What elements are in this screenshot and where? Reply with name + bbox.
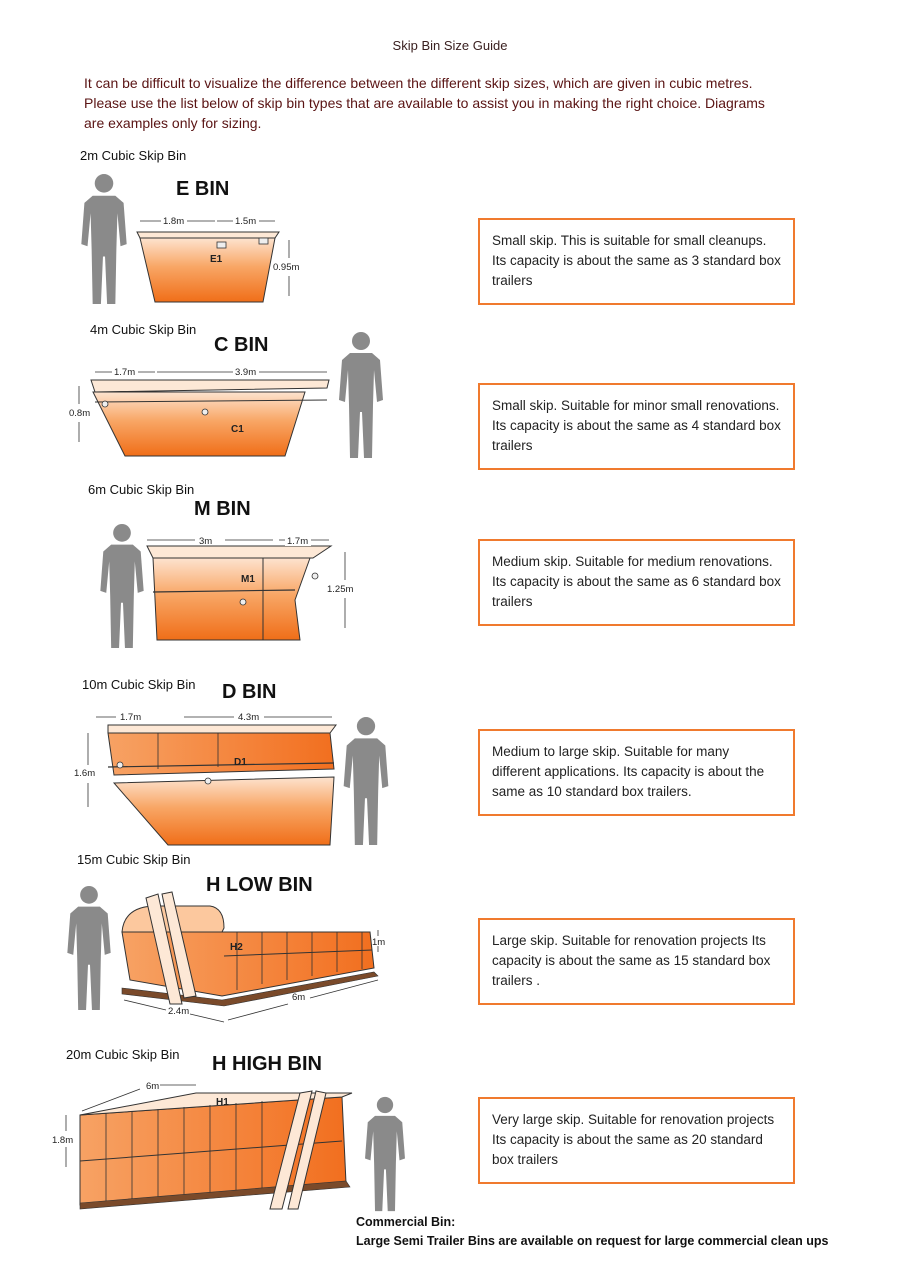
bin-id-label: H1 xyxy=(216,1097,229,1108)
person-silhouette-icon xyxy=(100,524,143,648)
bin-id-label: E1 xyxy=(210,254,223,265)
bin-cubic-label: 10m Cubic Skip Bin xyxy=(82,677,196,692)
h-low-bin-diagram xyxy=(62,870,402,1030)
bin-id-label: D1 xyxy=(234,757,247,768)
bin-section-c xyxy=(0,320,900,470)
bin-cubic-label: 20m Cubic Skip Bin xyxy=(66,1047,180,1062)
bin-section-m xyxy=(0,480,900,650)
bin-name: C BIN xyxy=(214,334,269,356)
dim-width: 1.5m xyxy=(235,216,257,227)
e-bin-diagram xyxy=(75,166,335,306)
person-silhouette-icon xyxy=(344,717,389,845)
page-title: Skip Bin Size Guide xyxy=(392,38,508,53)
m-bin-diagram xyxy=(95,520,385,650)
dim-width: 1.7m xyxy=(287,536,309,547)
bin-id-label: M1 xyxy=(241,574,255,585)
dim-height: 0.8m xyxy=(69,408,91,419)
dim-length: 6m xyxy=(292,992,306,1003)
d-bin-diagram xyxy=(68,703,398,853)
person-silhouette-icon xyxy=(81,174,126,304)
intro-text: It can be difficult to visualize the difference between the different skip sizes, which are given in cubic metres. Please use the list below of skip bin types that are available to assist you in making the right choice. Diagrams are examples only for sizing. xyxy=(84,75,765,131)
bin-description-box: Medium to large skip. Suitable for many different applications. Its capacity is about the same as 10 standard box trailers. xyxy=(478,729,795,816)
person-silhouette-icon xyxy=(365,1097,405,1211)
dim-height: 1m xyxy=(372,937,386,948)
dim-height: 1.8m xyxy=(52,1135,74,1146)
dim-width: 3.9m xyxy=(235,367,257,378)
dim-width: 2.4m xyxy=(168,1006,190,1017)
bin-description-box: Large skip. Suitable for renovation projects Its capacity is about the same as 15 standard box trailers . xyxy=(478,918,795,1005)
bin-section-h-high xyxy=(0,1045,900,1215)
bin-description-box: Small skip. This is suitable for small cleanups. Its capacity is about the same as 3 standard box trailers xyxy=(478,218,795,305)
person-silhouette-icon xyxy=(67,886,110,1010)
bin-section-d xyxy=(0,675,900,855)
bin-cubic-label: 2m Cubic Skip Bin xyxy=(80,148,187,163)
bin-description-box: Very large skip. Suitable for renovation projects Its capacity is about the same as 20 standard box trailers xyxy=(478,1097,795,1184)
bin-name: D BIN xyxy=(222,681,277,703)
dim-width: 4.3m xyxy=(238,712,260,723)
bin-description-box: Medium skip. Suitable for medium renovations. Its capacity is about the same as 6 standard box trailers xyxy=(478,539,795,626)
bin-id-label: H2 xyxy=(230,942,243,953)
commercial-bin-note xyxy=(356,1213,828,1251)
person-silhouette-icon xyxy=(339,332,383,458)
bin-cubic-label: 6m Cubic Skip Bin xyxy=(88,482,195,497)
dim-length: 1.7m xyxy=(114,367,136,378)
bin-id-label: C1 xyxy=(231,424,244,435)
bin-name: H LOW BIN xyxy=(206,874,313,896)
dim-length: 1.8m xyxy=(163,216,185,227)
bin-name: E BIN xyxy=(176,178,230,200)
bin-cubic-label: 4m Cubic Skip Bin xyxy=(90,322,197,337)
dim-length: 1.7m xyxy=(120,712,142,723)
dim-length: 3m xyxy=(199,536,213,547)
commercial-bin-text: Large Semi Trailer Bins are available on request for large commercial clean ups xyxy=(356,1234,829,1248)
bin-description-box: Small skip. Suitable for minor small renovations. Its capacity is about the same as 4 standard box trailers xyxy=(478,383,795,470)
bin-section-h-low xyxy=(0,850,900,1035)
bin-name: M BIN xyxy=(194,498,251,520)
commercial-bin-heading: Commercial Bin: xyxy=(356,1215,456,1229)
dim-height: 0.95m xyxy=(273,262,300,273)
bin-section-e xyxy=(0,148,900,308)
dim-height: 1.6m xyxy=(74,768,96,779)
bin-name: H HIGH BIN xyxy=(212,1053,322,1075)
dim-length: 6m xyxy=(146,1081,160,1092)
c-bin-diagram xyxy=(65,330,395,470)
bin-cubic-label: 15m Cubic Skip Bin xyxy=(77,852,191,867)
h-high-bin-diagram xyxy=(46,1075,416,1215)
dim-height: 1.25m xyxy=(327,584,354,595)
